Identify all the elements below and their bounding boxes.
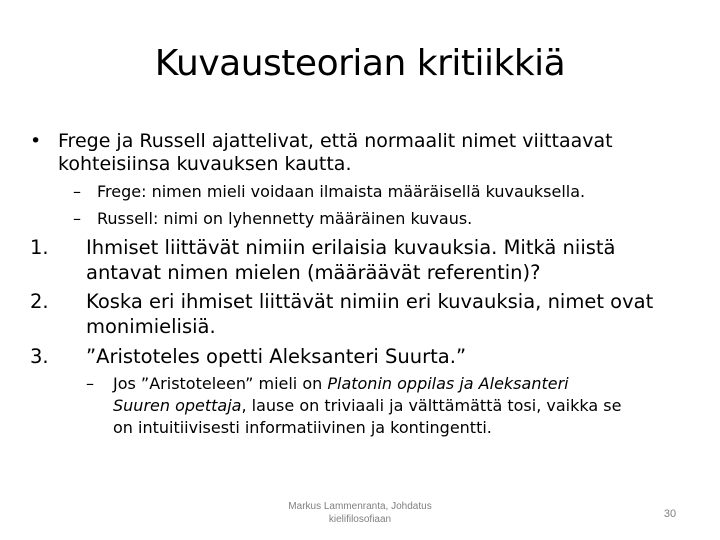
bullet-marker: • — [30, 130, 42, 152]
page-number: 30 — [663, 508, 677, 520]
numbered-item-1-line-2: antavat nimen mielen (määräävät referentin)? — [86, 261, 541, 284]
subpoint-line-2 — [113, 395, 621, 416]
numbered-item-2-line-1: Koska eri ihmiset liittävät nimiin eri kuvauksia, nimet ovat — [86, 290, 654, 313]
subbullet-marker: – — [73, 209, 81, 228]
numbered-marker: 3. — [30, 345, 49, 368]
numbered-marker: 2. — [30, 290, 49, 313]
subpoint-line-3: on intuitiivisesti informatiivinen ja kontingentti. — [113, 418, 492, 437]
subbullet-russell: Russell: nimi on lyhennetty määräinen kuvaus. — [97, 209, 473, 228]
subpoint-text: , lause on triviaali ja välttämättä tosi, vaikka se — [241, 396, 622, 415]
subpoint-marker: – — [86, 374, 94, 393]
numbered-marker: 1. — [30, 236, 49, 259]
bullet-line-2: kohteisiinsa kuvauksen kautta. — [58, 153, 352, 175]
subpoint-line-1 — [113, 373, 569, 394]
subpoint-italic-text: Platonin oppilas ja Aleksanteri — [327, 374, 569, 393]
slide-title: Kuvausteorian kritiikkiä — [154, 43, 566, 84]
subpoint-italic-text: Suuren opettaja — [113, 396, 242, 415]
bullet-line-1: Frege ja Russell ajattelivat, että normaalit nimet viittaavat — [58, 130, 613, 152]
footer-author-course: Markus Lammenranta, Johdatus — [288, 501, 432, 512]
footer — [270, 500, 450, 526]
subbullet-frege: Frege: nimen mieli voidaan ilmaista määräisellä kuvauksella. — [97, 182, 586, 201]
footer-course-cont: kielifilosofiaan — [328, 514, 392, 525]
subbullet-marker: – — [73, 182, 81, 201]
numbered-item-1-line-1: Ihmiset liittävät nimiin erilaisia kuvauksia. Mitkä niistä — [86, 236, 616, 259]
subpoint-text: Jos ”Aristoteleen” mieli on — [113, 374, 328, 393]
numbered-item-2-line-2: monimielisiä. — [86, 315, 216, 338]
numbered-item-3-line-1: ”Aristoteles opetti Aleksanteri Suurta.” — [86, 345, 467, 368]
